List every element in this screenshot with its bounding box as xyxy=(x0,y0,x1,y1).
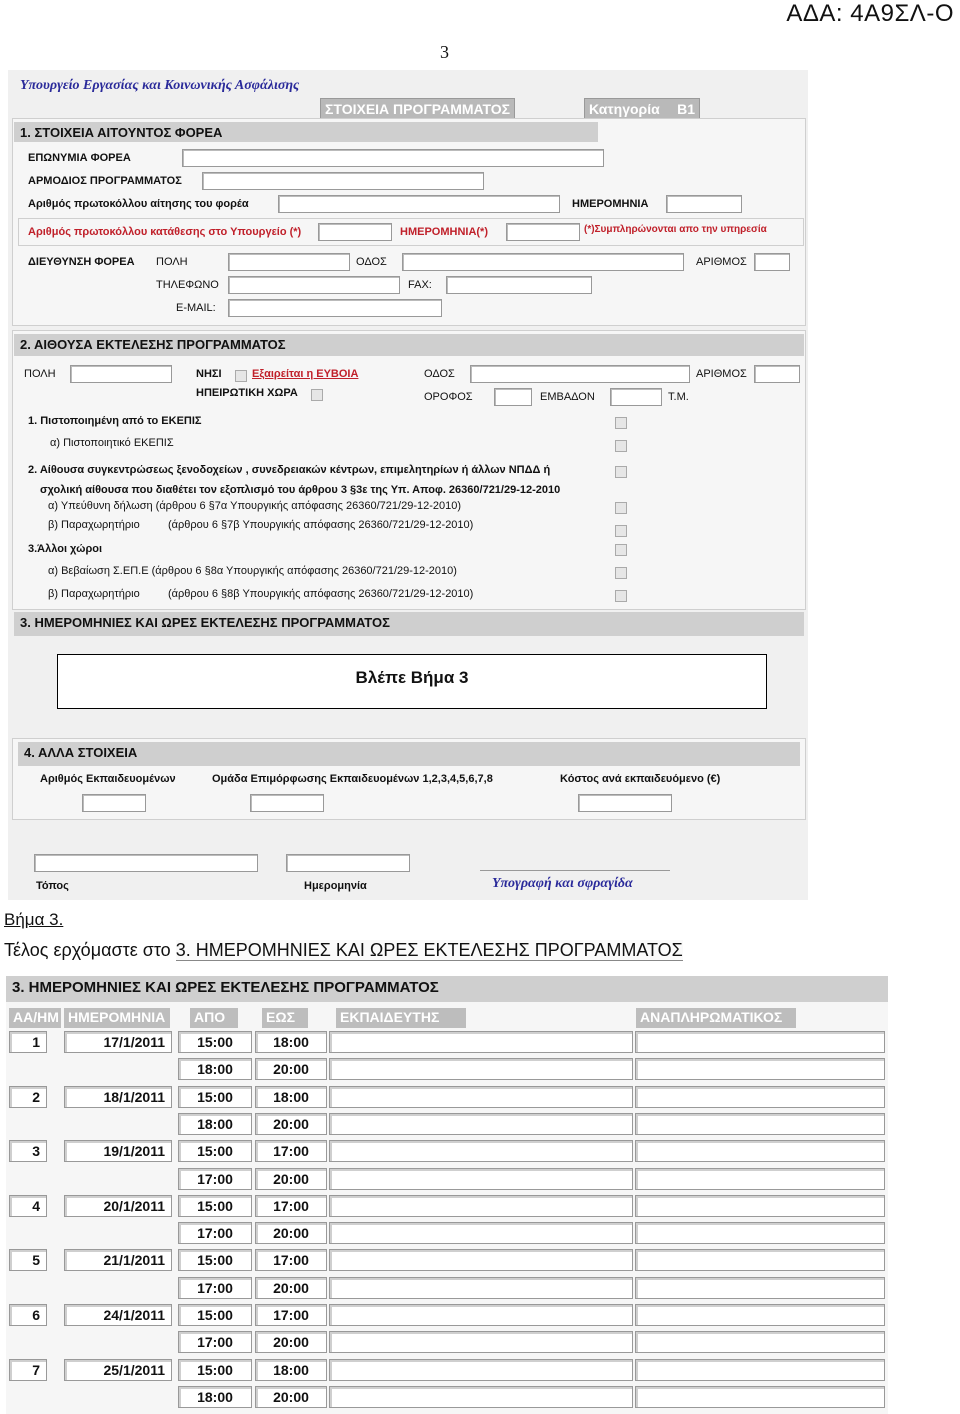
hotel-room-item: 2. Αίθουσα συγκεντρώσεως ξενοδοχείων , συνεδρειακών κέντρων, επιμελητηρίων ή άλλων ΝΠΔΔ ή xyxy=(28,464,551,476)
col-to: ΕΩΣ xyxy=(262,1008,308,1028)
category-value: Β1 xyxy=(677,101,695,117)
section-2-title: 2. ΑΙΘΟΥΣΑ ΕΚΤΕΛΕΣΗΣ ΠΡΟΓΡΑΜΜΑΤΟΣ xyxy=(14,334,804,356)
trainees-field[interactable] xyxy=(82,794,146,812)
col-aa: ΑΑ/ΗΜ xyxy=(9,1008,61,1028)
number-field[interactable] xyxy=(754,253,790,271)
trainees-label: Αριθμός Εκπαιδευομένων xyxy=(40,773,176,785)
ministry-date-label: ΗΜΕΡΟΜΗΝΙΑ(*) xyxy=(400,226,488,238)
program-info-header: ΣΤΟΙΧΕΙΑ ΠΡΟΓΡΑΜΜΑΤΟΣ xyxy=(320,98,515,120)
date-field[interactable] xyxy=(666,195,742,213)
phone-label: ΤΗΛΕΦΩΝΟ xyxy=(156,279,219,291)
email-label: E-MAIL: xyxy=(176,302,216,314)
see-step-box xyxy=(57,654,767,709)
other-concession-ref: (άρθρου 6 §8β Υπουργικής απόφασης 26360/721/29-12-2010) xyxy=(168,588,474,600)
row-from[interactable]: 18:00 xyxy=(178,1058,252,1080)
sepe-certificate-checkbox[interactable] xyxy=(615,567,627,579)
row-number[interactable]: 7 xyxy=(9,1359,47,1381)
phone-field[interactable] xyxy=(228,276,400,294)
schedule-table xyxy=(6,976,888,1414)
row-trainer[interactable] xyxy=(329,1195,633,1217)
row-substitute[interactable] xyxy=(635,1168,885,1190)
row-from[interactable]: 15:00 xyxy=(178,1249,252,1271)
row-substitute[interactable] xyxy=(635,1195,885,1217)
row-to[interactable]: 17:00 xyxy=(255,1304,327,1326)
row-trainer[interactable] xyxy=(329,1222,633,1244)
island-label: ΝΗΣΙ xyxy=(196,368,222,380)
row-substitute[interactable] xyxy=(635,1249,885,1271)
group-field[interactable] xyxy=(250,794,324,812)
step-highlight: 3. ΗΜΕΡΟΜΗΝΙΕΣ ΚΑΙ ΩΡΕΣ ΕΚΤΕΛΕΣΗΣ ΠΡΟΓΡΑΜΜΑΤΟΣ xyxy=(175,940,683,960)
floor-label: ΟΡΟΦΟΣ xyxy=(424,391,473,403)
row-from[interactable]: 18:00 xyxy=(178,1386,252,1408)
ministry-protocol-label: Αριθμός πρωτοκόλλου κατάθεσης στο Υπουργείο (*) xyxy=(28,226,302,238)
concession-item: β) Παραχωρητήριο xyxy=(48,519,140,531)
row-from[interactable]: 15:00 xyxy=(178,1031,252,1053)
room-street-field[interactable] xyxy=(470,365,690,383)
row-from[interactable]: 17:00 xyxy=(178,1331,252,1353)
row-trainer[interactable] xyxy=(329,1331,633,1353)
declaration-checkbox[interactable] xyxy=(615,502,627,514)
street-field[interactable] xyxy=(402,253,684,271)
col-substitute: ΑΝΑΠΛΗΡΩΜΑΤΙΚΟΣ xyxy=(636,1008,796,1028)
row-from[interactable]: 18:00 xyxy=(178,1113,252,1135)
city-label: ΠΟΛΗ xyxy=(156,256,188,268)
row-from[interactable]: 15:00 xyxy=(178,1086,252,1108)
step-text: Τέλος ερχόμαστε στο xyxy=(4,940,176,960)
row-from[interactable]: 15:00 xyxy=(178,1140,252,1162)
row-date[interactable]: 20/1/2011 xyxy=(64,1195,172,1217)
row-to[interactable]: 17:00 xyxy=(255,1195,327,1217)
sepe-certificate-item: α) Βεβαίωση Σ.ΕΠ.Ε (άρθρου 6 §8α Υπουργικής απόφασης 26360/721/29-12-2010) xyxy=(48,565,457,577)
area-label: ΕΜΒΑΔΟΝ xyxy=(540,391,595,403)
application-form-image xyxy=(8,70,808,900)
row-to[interactable]: 20:00 xyxy=(255,1168,327,1190)
category-header xyxy=(584,98,700,120)
number-label: ΑΡΙΘΜΟΣ xyxy=(696,256,747,268)
row-trainer[interactable] xyxy=(329,1140,633,1162)
responsible-field[interactable] xyxy=(202,172,484,190)
row-to[interactable]: 17:00 xyxy=(255,1140,327,1162)
fax-label: FAX: xyxy=(408,279,432,291)
row-from[interactable]: 17:00 xyxy=(178,1277,252,1299)
row-to[interactable]: 17:00 xyxy=(255,1249,327,1271)
protocol-label: Αριθμός πρωτοκόλλου αίτησης του φορέα xyxy=(28,198,249,210)
row-from[interactable]: 15:00 xyxy=(178,1359,252,1381)
certified-item: 1. Πιστοποιημένη από το ΕΚΕΠΙΣ xyxy=(28,415,202,427)
responsible-label: ΑΡΜΟΔΙΟΣ ΠΡΟΓΡΑΜΜΑΤΟΣ xyxy=(28,175,182,187)
section-1-title: 1. ΣΤΟΙΧΕΙΑ ΑΙΤΟΥΝΤΟΣ ΦΟΡΕΑ xyxy=(14,122,598,142)
row-date[interactable]: 17/1/2011 xyxy=(64,1031,172,1053)
place-field[interactable] xyxy=(34,854,258,872)
other-concession-checkbox[interactable] xyxy=(615,590,627,602)
row-substitute[interactable] xyxy=(635,1086,885,1108)
row-to[interactable]: 20:00 xyxy=(255,1058,327,1080)
row-from[interactable]: 15:00 xyxy=(178,1304,252,1326)
other-spaces-item: 3.Άλλοι χώροι xyxy=(28,543,103,555)
mainland-label: ΗΠΕΙΡΩΤΙΚΗ ΧΩΡΑ xyxy=(196,387,298,399)
floor-field[interactable] xyxy=(494,388,532,406)
row-trainer[interactable] xyxy=(329,1277,633,1299)
ekepis-certificate-item: α) Πιστοποιητικό ΕΚΕΠΙΣ xyxy=(50,437,174,449)
row-from[interactable]: 17:00 xyxy=(178,1168,252,1190)
row-to[interactable]: 18:00 xyxy=(255,1031,327,1053)
row-substitute[interactable] xyxy=(635,1140,885,1162)
row-number[interactable]: 2 xyxy=(9,1086,47,1108)
section-4-title: 4. ΑΛΛΑ ΣΤΟΙΧΕΙΑ xyxy=(18,742,800,766)
row-to[interactable]: 18:00 xyxy=(255,1359,327,1381)
col-from: ΑΠΟ xyxy=(190,1008,238,1028)
row-date[interactable]: 19/1/2011 xyxy=(64,1140,172,1162)
ministry-name: Υπουργείο Εργασίας και Κοινωνικής Ασφάλισης xyxy=(20,78,300,93)
mainland-checkbox[interactable] xyxy=(311,389,323,401)
email-field[interactable] xyxy=(228,299,442,317)
other-spaces-checkbox[interactable] xyxy=(615,544,627,556)
group-label: Ομάδα Επιμόρφωσης Εκπαιδευομένων 1,2,3,4,5,6,7,8 xyxy=(212,773,493,785)
concession-checkbox[interactable] xyxy=(615,525,627,537)
certified-checkbox[interactable] xyxy=(615,417,627,429)
row-to[interactable]: 18:00 xyxy=(255,1086,327,1108)
page-number: 3 xyxy=(440,42,449,62)
hotel-room-checkbox[interactable] xyxy=(615,466,627,478)
row-to[interactable]: 20:00 xyxy=(255,1386,327,1408)
row-number[interactable]: 1 xyxy=(9,1031,47,1053)
school-room-item: σχολική αίθουσα που διαθέτει τον εξοπλισμό του άρθρου 3 §3ε της Υπ. Αποφ. 26360/721/29-12-2010 xyxy=(40,484,561,496)
row-substitute[interactable] xyxy=(635,1222,885,1244)
step-description xyxy=(4,940,683,961)
signature-label: Υπογραφή και σφραγίδα xyxy=(492,876,633,891)
ekepis-certificate-checkbox[interactable] xyxy=(615,440,627,452)
room-street-label: ΟΔΟΣ xyxy=(424,368,455,380)
room-number-field[interactable] xyxy=(754,365,800,383)
row-substitute[interactable] xyxy=(635,1331,885,1353)
section-3-title: 3. ΗΜΕΡΟΜΗΝΙΕΣ ΚΑΙ ΩΡΕΣ ΕΚΤΕΛΕΣΗΣ ΠΡΟΓΡΑΜΜΑΤΟΣ xyxy=(14,612,804,636)
room-number-label: ΑΡΙΘΜΟΣ xyxy=(696,368,747,380)
signature-line xyxy=(480,870,670,871)
row-trainer[interactable] xyxy=(329,1031,633,1053)
room-city-label: ΠΟΛΗ xyxy=(24,368,56,380)
row-to[interactable]: 20:00 xyxy=(255,1113,327,1135)
row-substitute[interactable] xyxy=(635,1031,885,1053)
city-field[interactable] xyxy=(228,253,350,271)
sign-date-label: Ημερομηνία xyxy=(304,880,367,892)
service-note: (*)Συμπληρώνονται απο την υπηρεσία xyxy=(584,224,767,235)
row-trainer[interactable] xyxy=(329,1359,633,1381)
row-to[interactable]: 20:00 xyxy=(255,1277,327,1299)
island-note: Εξαιρείται η ΕΥΒΟΙΑ xyxy=(252,368,359,380)
sign-date-field[interactable] xyxy=(286,854,410,872)
row-date[interactable]: 25/1/2011 xyxy=(64,1359,172,1381)
row-substitute[interactable] xyxy=(635,1304,885,1326)
row-trainer[interactable] xyxy=(329,1249,633,1271)
concession-ref: (άρθρου 6 §7β Υπουργικής απόφασης 26360/721/29-12-2010) xyxy=(168,519,474,531)
row-substitute[interactable] xyxy=(635,1113,885,1135)
ministry-protocol-field[interactable] xyxy=(318,223,392,241)
org-name-field[interactable] xyxy=(182,149,604,167)
island-checkbox[interactable] xyxy=(235,370,247,382)
see-step-text: Βλέπε Βήμα 3 xyxy=(355,668,469,687)
place-label: Τόπος xyxy=(36,880,69,892)
org-name-label: ΕΠΩΝΥΜΙΑ ΦΟΡΕΑ xyxy=(28,152,131,164)
row-trainer[interactable] xyxy=(329,1113,633,1135)
fax-field[interactable] xyxy=(446,276,592,294)
row-substitute[interactable] xyxy=(635,1386,885,1408)
row-date[interactable]: 21/1/2011 xyxy=(64,1249,172,1271)
row-date[interactable]: 18/1/2011 xyxy=(64,1086,172,1108)
date-label: ΗΜΕΡΟΜΗΝΙΑ xyxy=(572,198,649,210)
row-from[interactable]: 17:00 xyxy=(178,1222,252,1244)
protocol-field[interactable] xyxy=(278,195,560,213)
area-field[interactable] xyxy=(610,388,662,406)
row-date[interactable]: 24/1/2011 xyxy=(64,1304,172,1326)
address-label: ΔΙΕΥΘΥΝΣΗ ΦΟΡΕΑ xyxy=(28,256,135,268)
row-substitute[interactable] xyxy=(635,1058,885,1080)
street-label: ΟΔΟΣ xyxy=(356,256,387,268)
row-to[interactable]: 20:00 xyxy=(255,1222,327,1244)
cost-field[interactable] xyxy=(578,794,672,812)
row-number[interactable]: 6 xyxy=(9,1304,47,1326)
row-number[interactable]: 4 xyxy=(9,1195,47,1217)
row-substitute[interactable] xyxy=(635,1277,885,1299)
row-from[interactable]: 15:00 xyxy=(178,1195,252,1217)
room-city-field[interactable] xyxy=(70,365,172,383)
row-to[interactable]: 20:00 xyxy=(255,1331,327,1353)
step-title: Βήμα 3. xyxy=(4,910,64,929)
other-concession-item: β) Παραχωρητήριο xyxy=(48,588,140,600)
row-trainer[interactable] xyxy=(329,1058,633,1080)
ada-code: ΑΔΑ: 4Α9ΣΛ-Ο xyxy=(786,0,954,27)
ministry-date-field[interactable] xyxy=(506,223,580,241)
row-number[interactable]: 3 xyxy=(9,1140,47,1162)
sqm-label: Τ.Μ. xyxy=(668,391,689,403)
col-date: ΗΜΕΡΟΜΗΝΙΑ xyxy=(64,1008,170,1028)
row-number[interactable]: 5 xyxy=(9,1249,47,1271)
category-label: Κατηγορία xyxy=(589,101,660,117)
cost-label: Κόστος ανά εκπαιδευόμενο (€) xyxy=(560,773,721,785)
row-trainer[interactable] xyxy=(329,1168,633,1190)
row-trainer[interactable] xyxy=(329,1304,633,1326)
row-trainer[interactable] xyxy=(329,1086,633,1108)
row-substitute[interactable] xyxy=(635,1359,885,1381)
declaration-item: α) Υπεύθυνη δήλωση (άρθρου 6 §7α Υπουργικής απόφασης 26360/721/29-12-2010) xyxy=(48,500,462,512)
schedule-title: 3. ΗΜΕΡΟΜΗΝΙΕΣ ΚΑΙ ΩΡΕΣ ΕΚΤΕΛΕΣΗΣ ΠΡΟΓΡΑΜΜΑΤΟΣ xyxy=(6,976,888,1002)
row-trainer[interactable] xyxy=(329,1386,633,1408)
col-trainer: ΕΚΠΑΙΔΕΥΤΗΣ xyxy=(336,1008,466,1028)
